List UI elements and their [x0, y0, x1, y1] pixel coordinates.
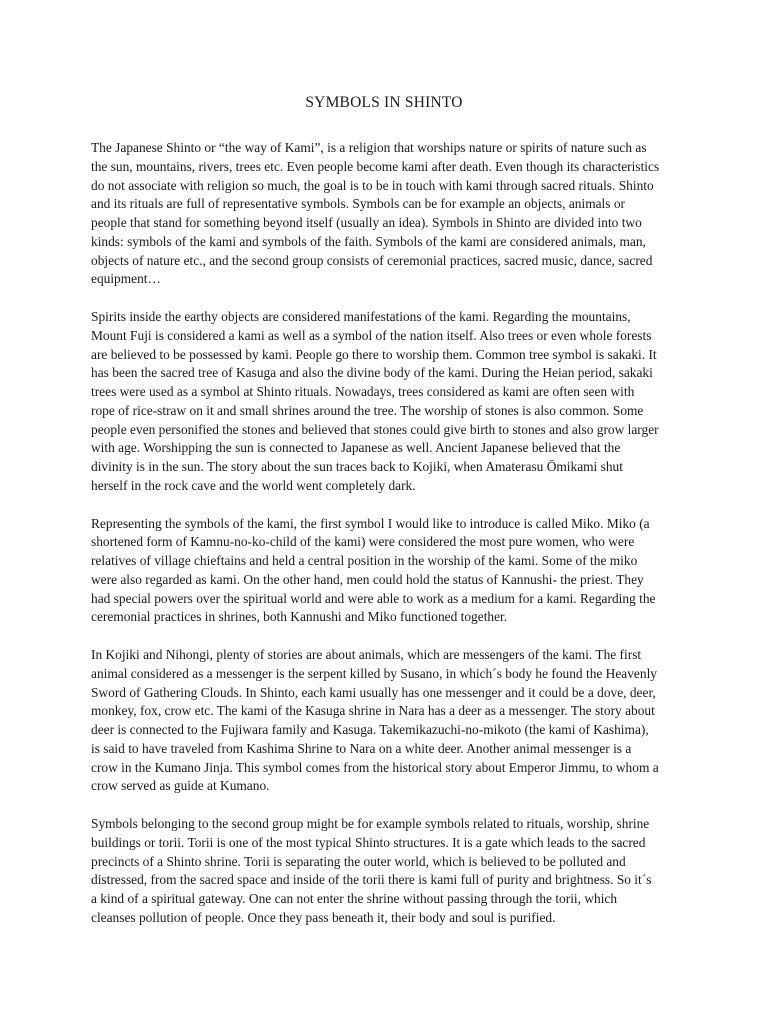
text-line: Representing the symbols of the kami, the first symbol I would like to introduce is called Miko. Miko (a: [91, 515, 650, 531]
paragraph-spirits: [91, 308, 684, 496]
text-line: trees were used as a symbol at Shinto rituals. Nowadays, trees considered as kami are often seen with: [91, 384, 635, 399]
document-body: [91, 139, 684, 947]
document-title: SYMBOLS IN SHINTO: [305, 94, 463, 111]
text-line: the sun, mountains, rivers, trees etc. Even people become kami after death. Even though its characteristics: [91, 158, 660, 174]
paragraph-miko: [91, 515, 684, 628]
text-line: relatives of village chieftains and held a central position in the worship of the kami. Some of the miko: [91, 553, 638, 568]
text-line: distressed, from the sacred space and inside of the torii there is kami full of purity and brightness. So it´s: [91, 872, 652, 888]
text-line: kinds: symbols of the kami and symbols of the faith. Symbols of the kami are considered animals, man,: [91, 233, 646, 249]
text-line: Spirits inside the earthy objects are considered manifestations of the kami. Regarding the mountains,: [91, 309, 631, 324]
text-line: monkey, fox, crow etc. The kami of the Kasuga shrine in Nara has a deer as a messenger. The story about: [91, 703, 655, 719]
text-line: precincts of a Shinto shrine. Torii is separating the outer world, which is believed to be polluted and: [91, 853, 626, 869]
text-line: people that stand for something beyond itself (usually an idea). Symbols in Shinto are divided into two: [91, 215, 642, 230]
text-line: is said to have traveled from Kashima Shrine to Nara on a white deer. Another animal messenger is a: [91, 740, 632, 756]
text-line: has been the sacred tree of Kasuga and also the divine body of the kami. During the Heian period, sakaki: [91, 365, 653, 381]
text-line: deer is connected to the Fujiwara family and Kasuga. Takemikazuchi-no-mikoto (the kami of Kashima),: [91, 722, 649, 737]
text-line: crow in the Kumano Jinja. This symbol comes from the historical story about Emperor Jimmu, to whom a: [91, 759, 659, 775]
text-line: In Kojiki and Nihongi, plenty of stories are about animals, which are messengers of the kami. The first: [91, 647, 642, 662]
text-line: Mount Fuji is considered a kami as well as a symbol of the nation itself. Also trees or even whole forests: [91, 327, 652, 343]
text-line: people even personified the stones and believed that stones could give birth to stones and also grow larger: [91, 421, 659, 437]
paragraph-torii: [91, 815, 684, 928]
text-line: with age. Worshipping the sun is connected to Japanese as well. Ancient Japanese believed that the: [91, 440, 621, 456]
text-line: divinity is in the sun. The story about the sun traces back to Kojiki, when Amaterasu Ōmikami shut: [91, 459, 623, 474]
text-line: equipment…: [91, 271, 161, 287]
paragraph-intro: [91, 139, 684, 289]
text-line: Sword of Gathering Clouds. In Shinto, each kami usually has one messenger and it could be a dove, deer,: [91, 684, 656, 700]
text-line: Symbols belonging to the second group might be for example symbols related to rituals, worship, shrine: [91, 816, 650, 831]
text-line: are believed to be possessed by kami. People go there to worship them. Common tree symbol is sakaki. It: [91, 346, 657, 362]
text-line: had special powers over the spiritual world and were able to work as a medium for a kami. Regarding the: [91, 590, 656, 606]
text-line: do not associate with religion so much, the goal is to be in touch with kami through sacred rituals. Shinto: [91, 177, 654, 193]
text-line: a kind of a spiritual gateway. One can not enter the shrine without passing through the torii, which: [91, 891, 618, 906]
text-line: animal considered as a messenger is the serpent killed by Susano, in which´s body he found the Heavenly: [91, 665, 657, 681]
text-line: buildings or torii. Torii is one of the most typical Shinto structures. It is a gate which leads to the sacred: [91, 834, 646, 850]
text-line: The Japanese Shinto or “the way of Kami”, is a religion that worships nature or spirits of nature such as: [91, 140, 647, 155]
text-line: ceremonial practices in shrines, both Kannushi and Miko functioned together.: [91, 609, 508, 625]
text-line: cleanses pollution of people. Once they pass beneath it, their body and soul is purified.: [91, 909, 556, 925]
text-line: were also regarded as kami. On the other hand, men could hold the status of Kannushi- the priest. They: [91, 571, 644, 587]
paragraph-animals: [91, 646, 684, 796]
text-line: objects of nature etc., and the second group consists of ceremonial practices, sacred music, dance, sacred: [91, 252, 653, 268]
text-line: herself in the rock cave and the world went completely dark.: [91, 477, 416, 493]
text-line: crow served as guide at Kumano.: [91, 778, 270, 794]
text-line: shortened form of Kamnu-no-ko-child of the kami) were considered the most pure women, who were: [91, 534, 635, 550]
text-line: and its rituals are full of representative symbols. Symbols can be for example an objects, animals or: [91, 196, 625, 212]
text-line: rope of rice-straw on it and small shrines around the tree. The worship of stones is also common. Some: [91, 402, 644, 418]
